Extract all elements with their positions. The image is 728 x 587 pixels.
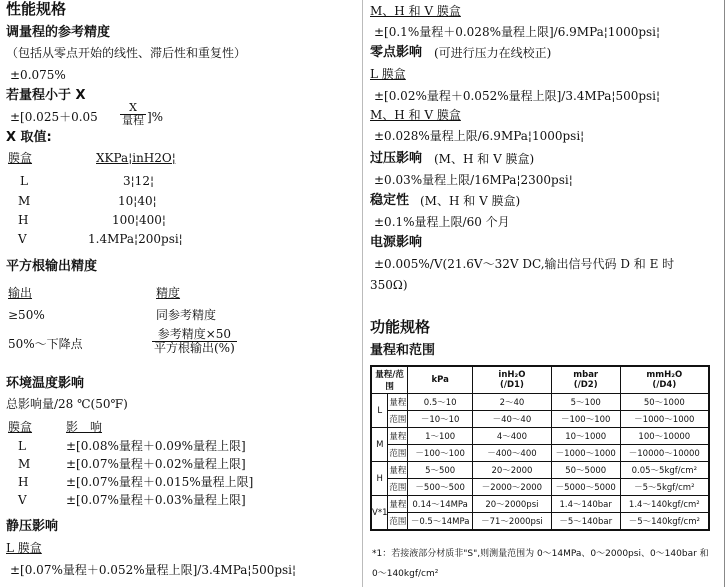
table-row <box>371 496 709 513</box>
zero-mhv-capsule: M、H 和 V 膜盒 <box>370 108 461 122</box>
sqrt-col-accuracy: 精度 <box>156 286 181 300</box>
section-title: 性能规格 <box>6 0 67 18</box>
x-row-cap: V <box>18 232 27 246</box>
inh2o-cell: －40～40 <box>473 411 552 428</box>
capsule-cell: M <box>371 428 388 462</box>
x-row-val: 1.4MPa¦200psi¦ <box>88 232 183 246</box>
kpa-cell: －10～10 <box>408 411 473 428</box>
range-accuracy-value: ±0.075% <box>10 68 66 82</box>
temp-heading: 环境温度影响 <box>6 376 85 391</box>
x-col-capsule: 膜盒 <box>8 151 33 165</box>
mmh2o-cell: 100～10000 <box>620 428 709 445</box>
sqrt-row1-accuracy: 同参考精度 <box>156 308 217 322</box>
x-row-val: 100¦400¦ <box>112 213 166 227</box>
inh2o-cell: 4～400 <box>473 428 552 445</box>
table-row <box>371 445 709 462</box>
overpressure-note: (M、H 和 V 膜盒) <box>434 152 535 166</box>
range-heading: 量程和范围 <box>370 343 436 358</box>
mbar-cell: 50～5000 <box>551 462 620 479</box>
small-range-heading: 若量程小于 X <box>6 88 86 103</box>
type-cell: 范围 <box>388 411 408 428</box>
zero-l-value: ±[0.02%量程＋0.052%量程上限]/3.4MPa¦500psi¦ <box>374 89 661 103</box>
type-cell: 量程 <box>388 462 408 479</box>
mbar-cell: 10～1000 <box>551 428 620 445</box>
inh2o-cell: 20～2000psi <box>473 496 552 513</box>
sqrt-row2-output: 50%～下降点 <box>8 337 83 351</box>
x-row-cap: L <box>20 174 28 188</box>
stability-note: (M、H 和 V 膜盒) <box>420 194 521 208</box>
temp-row-cap: V <box>18 493 27 507</box>
x-row-cap: M <box>18 194 31 208</box>
table-row <box>371 479 709 496</box>
mbar-cell: －5～140bar <box>551 513 620 531</box>
x-values-heading: X 取值: <box>6 130 52 145</box>
header-mmh2o: mmH₂O (/D4) <box>620 366 709 394</box>
fraction-numerator: 参考精度×50 <box>152 328 237 342</box>
mbar-cell: 1.4～140bar <box>551 496 620 513</box>
small-range-prefix: ±[0.025＋0.05 <box>10 110 98 124</box>
header-inh2o: inH₂O (/D1) <box>473 366 552 394</box>
table-row <box>371 428 709 445</box>
fraction-numerator: X <box>120 102 146 115</box>
mmh2o-cell: 1.4～140kgf/cm² <box>620 496 709 513</box>
fraction-denominator: 量程 <box>122 113 144 127</box>
static-mhv-capsule: M、H 和 V 膜盒 <box>370 4 461 18</box>
static-l-capsule: L 膜盒 <box>6 541 42 555</box>
power-value-line1: ±0.005%/V(21.6V～32V DC,输出信号代码 D 和 E 时 <box>374 257 675 271</box>
kpa-cell: 0.5～10 <box>408 394 473 411</box>
x-row-val: 3¦12¦ <box>123 174 154 188</box>
mmh2o-cell: －1000～1000 <box>620 411 709 428</box>
header-mbar: mbar (/D2) <box>551 366 620 394</box>
zero-note: (可进行压力在线校正) <box>434 46 552 60</box>
temp-row-val: ±[0.07%量程＋0.02%量程上限] <box>66 457 246 471</box>
temp-row-val: ±[0.07%量程＋0.03%量程上限] <box>66 493 246 507</box>
mbar-cell: －100～100 <box>551 411 620 428</box>
temp-row-cap: H <box>18 475 29 489</box>
range-table <box>370 365 710 531</box>
functional-title: 功能规格 <box>370 318 431 336</box>
mbar-cell: －1000～1000 <box>551 445 620 462</box>
overpressure-heading: 过压影响 <box>370 151 423 166</box>
small-range-suffix: ]% <box>147 110 164 124</box>
x-row-cap: H <box>18 213 29 227</box>
capsule-cell: V*1 <box>371 496 388 531</box>
type-cell: 量程 <box>388 428 408 445</box>
sqrt-row1-output: ≥50% <box>8 308 45 322</box>
temp-row-val: ±[0.08%量程＋0.09%量程上限] <box>66 439 246 453</box>
type-cell: 范围 <box>388 513 408 531</box>
overpressure-value: ±0.03%量程上限/16MPa¦2300psi¦ <box>374 173 573 187</box>
inh2o-cell: －400～400 <box>473 445 552 462</box>
zero-l-capsule: L 膜盒 <box>370 67 406 81</box>
type-cell: 范围 <box>388 445 408 462</box>
power-heading: 电源影响 <box>370 235 423 250</box>
temp-row-val: ±[0.07%量程＋0.015%量程上限] <box>66 475 254 489</box>
inh2o-cell: －71～2000psi <box>473 513 552 531</box>
capsule-cell: H <box>371 462 388 496</box>
temp-col-capsule: 膜盒 <box>8 420 33 434</box>
sqrt-heading: 平方根输出精度 <box>6 259 98 274</box>
mmh2o-cell: －10000～10000 <box>620 445 709 462</box>
table-row <box>371 394 709 411</box>
table-row <box>371 513 709 531</box>
fraction-denominator: 平方根输出(%) <box>154 340 235 355</box>
kpa-cell: 5～500 <box>408 462 473 479</box>
temp-subtitle: 总影响量/28 ℃(50℉) <box>6 397 128 411</box>
range-accuracy-heading: 调量程的参考精度 <box>6 25 111 40</box>
capsule-cell: L <box>371 394 388 428</box>
inh2o-cell: －2000～2000 <box>473 479 552 496</box>
kpa-cell: －0.5～14MPa <box>408 513 473 531</box>
kpa-cell: 1～100 <box>408 428 473 445</box>
stability-value: ±0.1%量程上限/60 个月 <box>374 215 510 229</box>
zero-heading: 零点影响 <box>370 45 423 60</box>
static-l-value: ±[0.07%量程＋0.052%量程上限]/3.4MPa¦500psi¦ <box>10 563 297 577</box>
x-row-val: 10¦40¦ <box>118 194 157 208</box>
header-range-cell: 量程/范围 <box>371 366 408 394</box>
inh2o-cell: 2～40 <box>473 394 552 411</box>
temp-row-cap: M <box>18 457 31 471</box>
sqrt-row2-fraction <box>152 328 237 354</box>
type-cell: 量程 <box>388 496 408 513</box>
kpa-cell: 0.14～14MPa <box>408 496 473 513</box>
power-value-line2: 350Ω) <box>370 278 408 292</box>
inh2o-cell: 20～2000 <box>473 462 552 479</box>
static-heading: 静压影响 <box>6 519 59 534</box>
page-edge <box>724 0 725 587</box>
mmh2o-cell: 0.05～5kgf/cm² <box>620 462 709 479</box>
x-col-values: XKPa¦inH2O¦ <box>96 151 176 165</box>
zero-mhv-value: ±0.028%量程上限/6.9MPa¦1000psi¦ <box>374 129 585 143</box>
table-row <box>371 411 709 428</box>
mbar-cell: 5～100 <box>551 394 620 411</box>
kpa-cell: －500～500 <box>408 479 473 496</box>
table-header-row <box>371 366 709 394</box>
table-footnote-line1: *1：若接液部分材质非"S",则测量范围为 0～14MPa、0～2000psi、0～140bar 和 <box>372 549 709 559</box>
mmh2o-cell: －5～140kgf/cm² <box>620 513 709 531</box>
small-range-fraction <box>120 102 146 126</box>
kpa-cell: －100～100 <box>408 445 473 462</box>
column-divider <box>362 0 363 587</box>
mmh2o-cell: －5～5kgf/cm² <box>620 479 709 496</box>
table-footnote-line2: 0～140kgf/cm² <box>372 569 439 579</box>
mbar-cell: －5000～5000 <box>551 479 620 496</box>
temp-row-cap: L <box>18 439 26 453</box>
temp-col-effect: 影 响 <box>66 420 103 434</box>
sqrt-col-output: 输出 <box>8 286 33 300</box>
stability-heading: 稳定性 <box>370 193 410 208</box>
range-accuracy-note: （包括从零点开始的线性、滞后性和重复性） <box>6 46 247 60</box>
header-kpa: kPa <box>408 366 473 394</box>
type-cell: 范围 <box>388 479 408 496</box>
mmh2o-cell: 50～1000 <box>620 394 709 411</box>
type-cell: 量程 <box>388 394 408 411</box>
static-mhv-value: ±[0.1%量程＋0.028%量程上限]/6.9MPa¦1000psi¦ <box>374 25 661 39</box>
table-row <box>371 462 709 479</box>
